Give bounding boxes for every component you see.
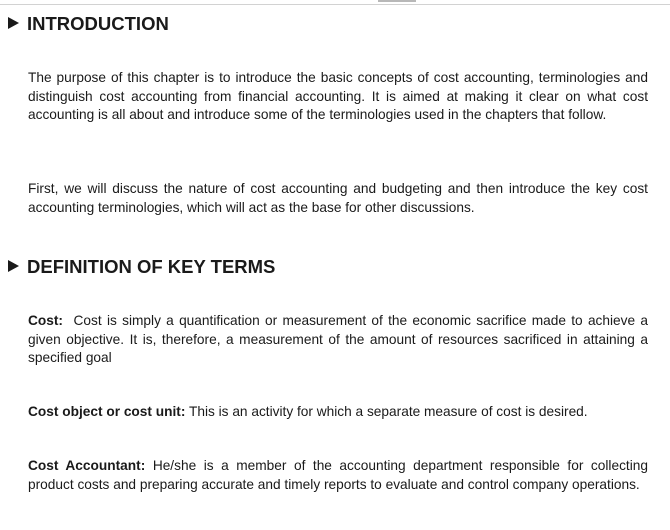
page-top-tab bbox=[378, 0, 416, 2]
intro-paragraph-1: The purpose of this chapter is to introduce the basic concepts of cost accounting, terminologies and distinguish cost accounting from financial accounting. It is aimed at making it clear on what cost accounting is all about and introduce some of the terminologies used in the chapters that follow. bbox=[28, 70, 648, 122]
definition-term: Cost Accountant: bbox=[28, 458, 146, 473]
section-heading-text: INTRODUCTION bbox=[27, 13, 169, 34]
page-top-rule bbox=[0, 4, 670, 5]
definition-cost bbox=[28, 312, 648, 368]
triangle-right-icon bbox=[8, 260, 19, 272]
definition-cost-object bbox=[28, 403, 648, 422]
definition-text: This is an activity for which a separate measure of cost is desired. bbox=[188, 404, 588, 419]
section-heading-definitions bbox=[8, 256, 275, 278]
definition-term: Cost: bbox=[28, 313, 63, 328]
section-heading-text: DEFINITION OF KEY TERMS bbox=[27, 256, 276, 277]
triangle-right-icon bbox=[8, 17, 19, 29]
definition-text: He/she is a member of the accounting department responsible for collecting product costs and preparing accurate and timely reports to evaluate and control company operations. bbox=[28, 458, 648, 492]
definition-cost-accountant bbox=[28, 457, 648, 494]
section-heading-introduction bbox=[8, 13, 169, 35]
definition-text: Cost is simply a quantification or measurement of the economic sacrifice made to achieve a given objective. It is, therefore, a measurement of the amount of resources sacrificed in attaining a specified goal bbox=[28, 313, 649, 365]
definition-term: Cost object or cost unit: bbox=[28, 404, 186, 419]
intro-paragraph-2: First, we will discuss the nature of cost accounting and budgeting and then introduce the key cost accounting terminologies, which will act as the base for other discussions. bbox=[28, 181, 648, 215]
